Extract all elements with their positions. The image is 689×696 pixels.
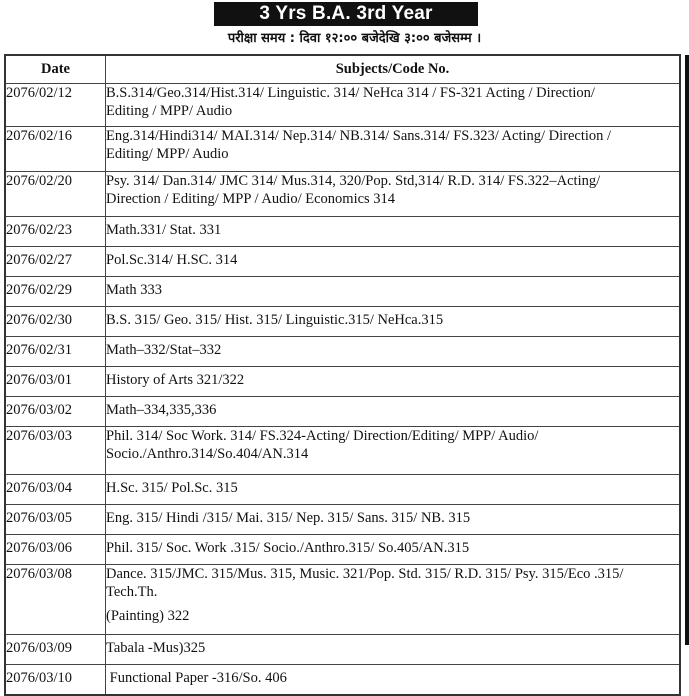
- table-row: [5, 127, 680, 172]
- subject-line: B.S.314/Geo.314/Hist.314/ Linguistic. 314/ NeHca 314 / FS-321 Acting / Direction/: [106, 85, 595, 101]
- row-subjects: [106, 217, 681, 247]
- subject-line: Math–332/Stat–332: [106, 342, 222, 358]
- row-subjects: [106, 172, 681, 217]
- subject-line: Math.331/ Stat. 331: [106, 222, 222, 238]
- subject-line: Tabala -Mus)325: [106, 640, 206, 656]
- row-subjects: [106, 535, 681, 565]
- subject-line: Functional Paper -316/So. 406: [106, 670, 287, 686]
- row-subjects: [106, 505, 681, 535]
- table-row: [5, 665, 680, 696]
- row-subjects: [106, 427, 681, 475]
- row-subjects: [106, 337, 681, 367]
- subject-line: Eng.314/Hindi314/ MAI.314/ Nep.314/ NB.314/ Sans.314/ FS.323/ Acting/ Direction /: [106, 128, 612, 144]
- document-title: 3 Yrs B.A. 3rd Year: [214, 2, 478, 26]
- row-date: 2076/02/31: [5, 337, 106, 367]
- table-row: [5, 475, 680, 505]
- row-subjects: [106, 397, 681, 427]
- subject-line: (Painting) 322: [106, 608, 190, 624]
- table-row: [5, 535, 680, 565]
- row-subjects: [106, 635, 681, 665]
- row-date: 2076/03/01: [5, 367, 106, 397]
- row-subjects: [106, 127, 681, 172]
- subject-line: Tech.Th.: [106, 584, 158, 600]
- row-subjects: [106, 277, 681, 307]
- subject-line: Direction / Editing/ MPP / Audio/ Economics 314: [106, 191, 396, 207]
- subject-line: Socio./Anthro.314/So.404/AN.314: [106, 446, 309, 462]
- row-date: 2076/03/06: [5, 535, 106, 565]
- table-row: [5, 367, 680, 397]
- table-row: [5, 172, 680, 217]
- row-date: 2076/03/08: [5, 565, 106, 635]
- row-date: 2076/03/03: [5, 427, 106, 475]
- subject-line: Editing / MPP/ Audio: [106, 103, 233, 119]
- row-date: 2076/02/12: [5, 84, 106, 127]
- subject-line: Dance. 315/JMC. 315/Mus. 315, Music. 321/Pop. Std. 315/ R.D. 315/ Psy. 315/Eco .315/: [106, 566, 624, 582]
- row-date: 2076/02/29: [5, 277, 106, 307]
- table-row: [5, 84, 680, 127]
- row-subjects: [106, 665, 681, 696]
- row-date: 2076/03/04: [5, 475, 106, 505]
- row-subjects: [106, 307, 681, 337]
- subject-line: Phil. 315/ Soc. Work .315/ Socio./Anthro.315/ So.405/AN.315: [106, 540, 470, 556]
- row-date: 2076/02/20: [5, 172, 106, 217]
- row-subjects: [106, 367, 681, 397]
- row-subjects: [106, 565, 681, 635]
- page-edge-bar: [685, 55, 689, 645]
- table-row: [5, 635, 680, 665]
- row-date: 2076/02/27: [5, 247, 106, 277]
- table-row: [5, 505, 680, 535]
- row-date: 2076/03/10: [5, 665, 106, 696]
- subject-line: Phil. 314/ Soc Work. 314/ FS.324-Acting/ Direction/Editing/ MPP/ Audio/: [106, 428, 539, 444]
- table-row: [5, 397, 680, 427]
- row-subjects: [106, 84, 681, 127]
- table-row: [5, 427, 680, 475]
- row-date: 2076/03/09: [5, 635, 106, 665]
- table-row: [5, 337, 680, 367]
- subject-line: Eng. 315/ Hindi /315/ Mai. 315/ Nep. 315/ Sans. 315/ NB. 315: [106, 510, 471, 526]
- subject-line: Math 333: [106, 282, 162, 298]
- table-row: [5, 277, 680, 307]
- table-row: [5, 565, 680, 635]
- table-row: [5, 217, 680, 247]
- table-row: [5, 307, 680, 337]
- row-date: 2076/02/23: [5, 217, 106, 247]
- exam-time-subtitle: परीक्षा समय : दिवा १२:०० बजेदेखि ३:०० बजेसम्म ।: [227, 31, 482, 46]
- subject-line: Editing/ MPP/ Audio: [106, 146, 229, 162]
- row-date: 2076/03/02: [5, 397, 106, 427]
- subject-line: B.S. 315/ Geo. 315/ Hist. 315/ Linguistic.315/ NeHca.315: [106, 312, 444, 328]
- row-date: 2076/02/16: [5, 127, 106, 172]
- subject-line: H.Sc. 315/ Pol.Sc. 315: [106, 480, 238, 496]
- row-date: 2076/03/05: [5, 505, 106, 535]
- subject-line: Pol.Sc.314/ H.SC. 314: [106, 252, 238, 268]
- row-subjects: [106, 247, 681, 277]
- exam-schedule-table: [4, 54, 681, 696]
- subject-line: Math–334,335,336: [106, 402, 217, 418]
- subject-line: History of Arts 321/322: [106, 372, 245, 388]
- header-date: Date: [5, 55, 106, 84]
- row-date: 2076/02/30: [5, 307, 106, 337]
- table-header-row: [5, 55, 680, 84]
- subject-line: Psy. 314/ Dan.314/ JMC 314/ Mus.314, 320/Pop. Std,314/ R.D. 314/ FS.322–Acting/: [106, 173, 601, 189]
- header-subjects: Subjects/Code No.: [106, 55, 681, 84]
- row-subjects: [106, 475, 681, 505]
- table-row: [5, 247, 680, 277]
